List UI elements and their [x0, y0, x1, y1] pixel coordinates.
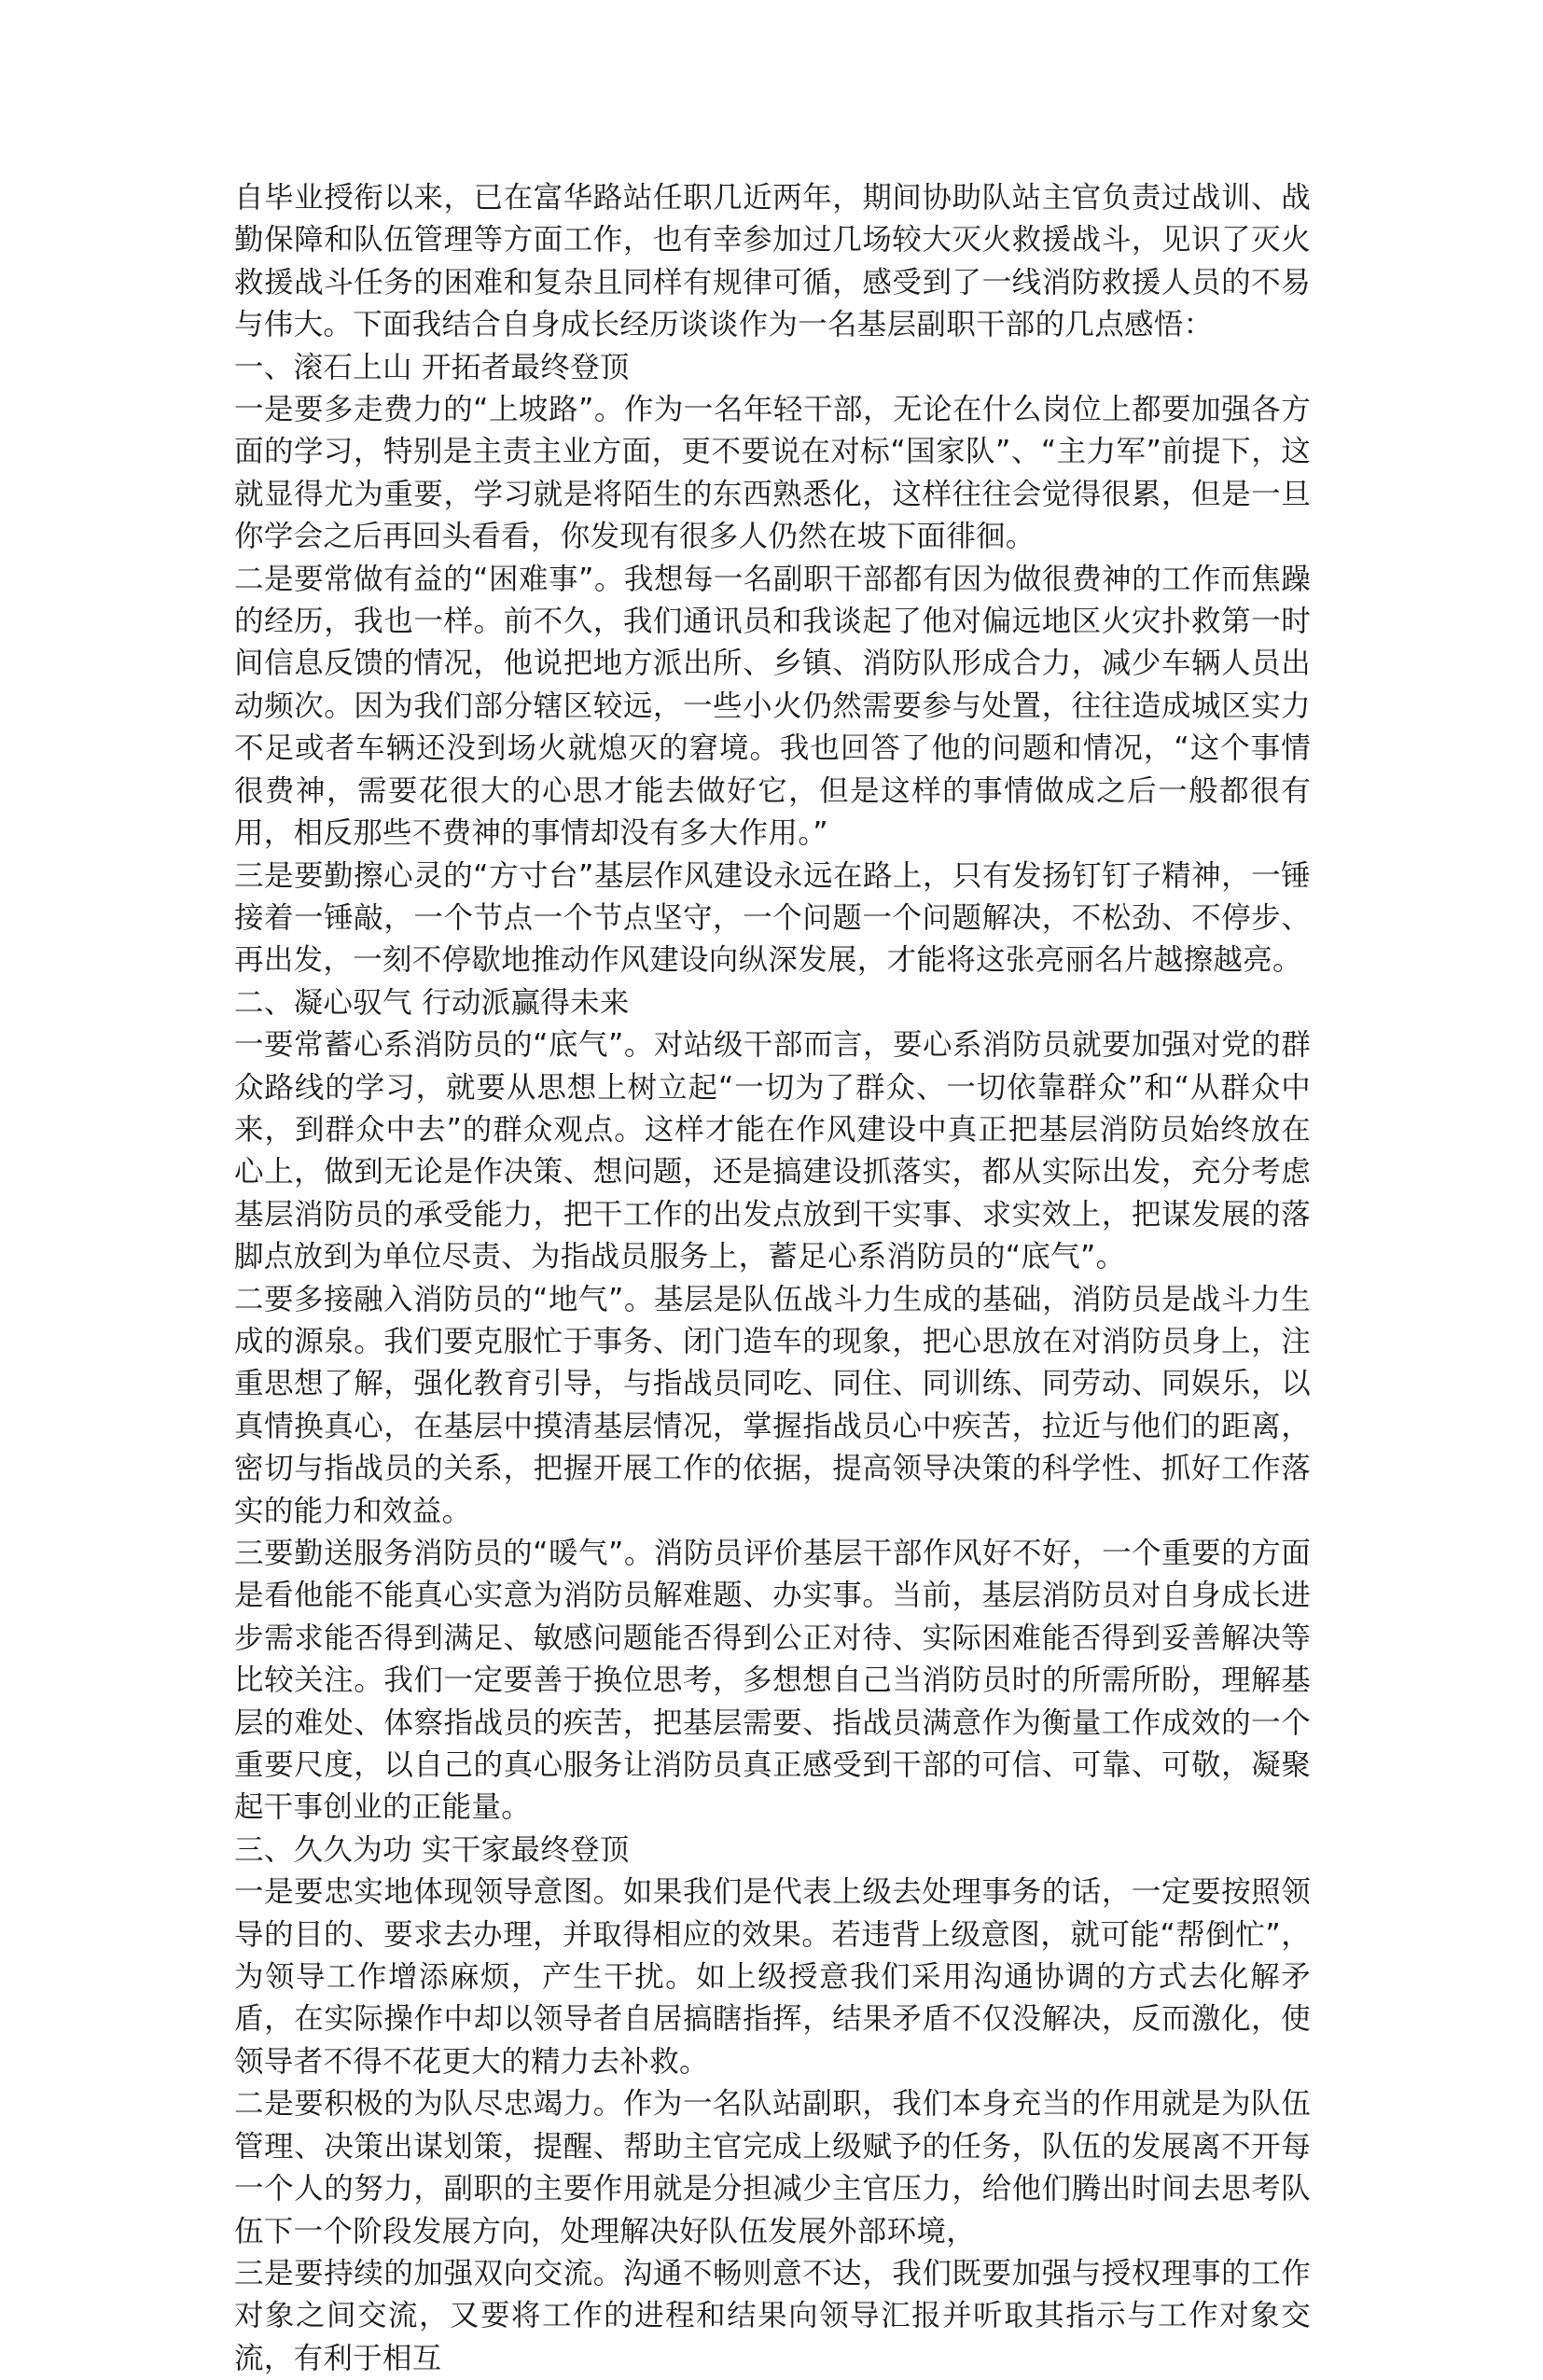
section-1 — [234, 347, 1311, 982]
section-paragraph: 一要常蓄心系消防员的“底气”。对站级干部而言，要心系消防员就要加强对党的群众路线的学习，就要从思想上树立起“一切为了群众、一切依靠群众”和“从群众中来，到群众中去”的群众观点。这样才能在作风建设中真正把基层消防员始终放在心上，做到无论是作决策、想问题，还是搞建设抓落实，都从实际出发，充分考虑基层消防员的承受能力，把干工作的出发点放到干实事、求实效上，把谋发展的落脚点放到为单位尽责、为指战员服务上，蓄足心系消防员的“底气”。 — [234, 1028, 1311, 1274]
section-heading: 二、凝心驭气 行动派赢得未来 — [234, 985, 630, 1020]
document-page — [234, 177, 1311, 2380]
section-paragraph: 二是要常做有益的“困难事”。我想每一名副职干部都有因为做很费神的工作而焦躁的经历，我也一样。前不久，我们通讯员和我谈起了他对偏远地区火灾扑救第一时间信息反馈的情况，他说把地方派出所、乡镇、消防队形成合力，减少车辆人员出动频次。因为我们部分辖区较远，一些小火仍然需要参与处置，往往造成城区实力不足或者车辆还没到场火就熄灭的窘境。我也回答了他的问题和情况，“这个事情很费神，需要花很大的心思才能去做好它，但是这样的事情做成之后一般都很有用，相反那些不费神的事情却没有多大作用。” — [234, 562, 1311, 851]
section-3 — [234, 1830, 1311, 2380]
intro-paragraph: 自毕业授衔以来，已在富华路站任职几近两年，期间协助队站主官负责过战训、战勤保障和队伍管理等方面工作，也有幸参加过几场较大灭火救援战斗，见识了灭火救援战斗任务的困难和复杂且同样有规律可循，感受到了一线消防救援人员的不易与伟大。下面我结合自身成长经历谈谈作为一名基层副职干部的几点感悟： — [234, 181, 1311, 342]
section-paragraph: 二是要积极的为队尽忠竭力。作为一名队站副职，我们本身充当的作用就是为队伍管理、决策出谋划策，提醒、帮助主官完成上级赋予的任务，队伍的发展离不开每一个人的努力，副职的主要作用就是分担减少主官压力，给他们腾出时间去思考队伍下一个阶段发展方向，处理解决好队伍发展外部环境， — [234, 2087, 1311, 2248]
section-2 — [234, 982, 1311, 1830]
section-paragraph: 二要多接融入消防员的“地气”。基层是队伍战斗力生成的基础，消防员是战斗力生成的源泉。我们要克服忙于事务、闭门造车的现象，把心思放在对消防员身上，注重思想了解，强化教育引导，与指战员同吃、同住、同训练、同劳动、同娱乐，以真情换真心，在基层中摸清基层情况，掌握指战员心中疾苦，拉近与他们的距离，密切与指战员的关系，把握开展工作的依据，提高领导决策的科学性、抓好工作落实的能力和效益。 — [234, 1282, 1311, 1528]
section-paragraph: 一是要多走费力的“上坡路”。作为一名年轻干部，无论在什么岗位上都要加强各方面的学习，特别是主责主业方面，更不要说在对标“国家队”、“主力军”前提下，这就显得尤为重要，学习就是将陌生的东西熟悉化，这样往往会觉得很累，但是一旦你学会之后再回头看看，你发现有很多人仍然在坡下面徘徊。 — [234, 393, 1311, 554]
section-paragraph: 三要勤送服务消防员的“暖气”。消防员评价基层干部作风好不好，一个重要的方面是看他能不能真心实意为消防员解难题、办实事。当前，基层消防员对自身成长进步需求能否得到满足、敏感问题能否得到公正对待、实际困难能否得到妥善解决等比较关注。我们一定要善于换位思考，多想想自己当消防员时的所需所盼，理解基层的难处、体察指战员的疾苦，把基层需要、指战员满意作为衡量工作成效的一个重要尺度，以自己的真心服务让消防员真正感受到干部的可信、可靠、可敬，凝聚起干事创业的正能量。 — [234, 1537, 1311, 1825]
section-heading: 三、久久为功 实干家最终登顶 — [234, 1832, 630, 1867]
section-paragraph: 三是要勤擦心灵的“方寸台”基层作风建设永远在路上，只有发扬钉钉子精神，一锤接着一锤敲，一个节点一个节点坚守，一个问题一个问题解决，不松劲、不停步、再出发，一刻不停歇地推动作风建设向纵深发展，才能将这张亮丽名片越擦越亮。 — [234, 858, 1311, 978]
section-paragraph: 一是要忠实地体现领导意图。如果我们是代表上级去处理事务的话，一定要按照领导的目的、要求去办理，并取得相应的效果。若违背上级意图，就可能“帮倒忙”，为领导工作增添麻烦，产生干扰。如上级授意我们采用沟通协调的方式去化解矛盾，在实际操作中却以领导者自居搞瞎指挥，结果矛盾不仅没解决，反而激化，使领导者不得不花更大的精力去补救。 — [234, 1875, 1311, 2079]
section-heading: 一、滚石上山 开拓者最终登顶 — [234, 350, 630, 384]
section-paragraph: 三是要持续的加强双向交流。沟通不畅则意不达，我们既要加强与授权理事的工作对象之间交流，又要将工作的进程和结果向领导汇报并听取其指示与工作对象交流，有利于相互 — [234, 2256, 1311, 2375]
